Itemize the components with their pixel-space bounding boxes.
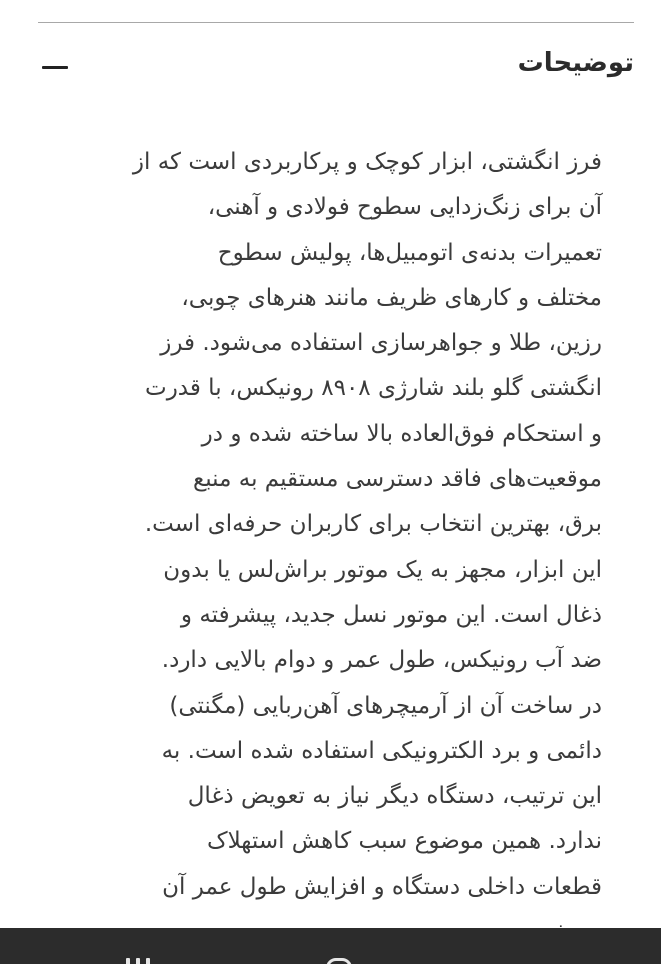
description-line: تعمیرات بدنه‌ی اتومبیل‌ها، پولیش سطوح — [217, 239, 602, 266]
description-line: قطعات داخلی دستگاه و افزایش طول عمر آن — [162, 873, 602, 900]
system-navigation-bar — [0, 928, 661, 964]
minus-icon — [42, 66, 68, 69]
description-line: در ساخت آن از آرمیچرهای آهن‌ربایی (مگنتی) — [169, 692, 602, 719]
description-line: دائمی و برد الکترونیکی استفاده شده است. به — [161, 737, 602, 764]
description-line: ندارد. همین موضوع سبب کاهش استهلاک — [206, 828, 602, 855]
collapse-toggle-button[interactable] — [42, 58, 72, 78]
description-line: و استحکام فوق‌العاده بالا ساخته شده و در — [201, 420, 602, 447]
description-line: فرز انگشتی، ابزار کوچک و پرکاربردی است که از — [132, 149, 602, 175]
description-line: این ترتیب، دستگاه دیگر نیاز به تعویض ذغال — [187, 783, 602, 810]
recent-apps-icon[interactable] — [126, 956, 156, 964]
description-line: ضد آب رونیکس، طول عمر و دوام بالایی دارد. — [161, 647, 602, 674]
description-line: آن برای زنگ‌زدایی سطوح فولادی و آهنی، — [207, 194, 602, 221]
section-title: توضیحات — [517, 48, 634, 78]
description-line: موقعیت‌های فاقد دسترسی مستقیم به منبع — [192, 466, 602, 493]
description-line: برق، بهترین انتخاب برای کاربران حرفه‌ای است. — [144, 511, 602, 538]
description-text — [60, 140, 602, 955]
description-line: این ابزار، مجهز به یک موتور براش‌لس یا بدون — [163, 556, 602, 583]
home-icon[interactable] — [326, 956, 356, 964]
description-line: مختلف و کارهای ظریف مانند هنرهای چوبی، — [181, 284, 602, 311]
description-line: ذغال است. این موتور نسل جدید، پیشرفته و — [180, 601, 602, 628]
description-line: انگشتی گلو بلند شارژی ۸۹۰۸ رونیکس، با قدرت — [145, 375, 602, 402]
description-section-header[interactable] — [38, 42, 634, 94]
section-divider — [38, 22, 634, 23]
description-line: رزین، طلا و جواهرسازی استفاده می‌شود. فرز — [160, 330, 602, 357]
